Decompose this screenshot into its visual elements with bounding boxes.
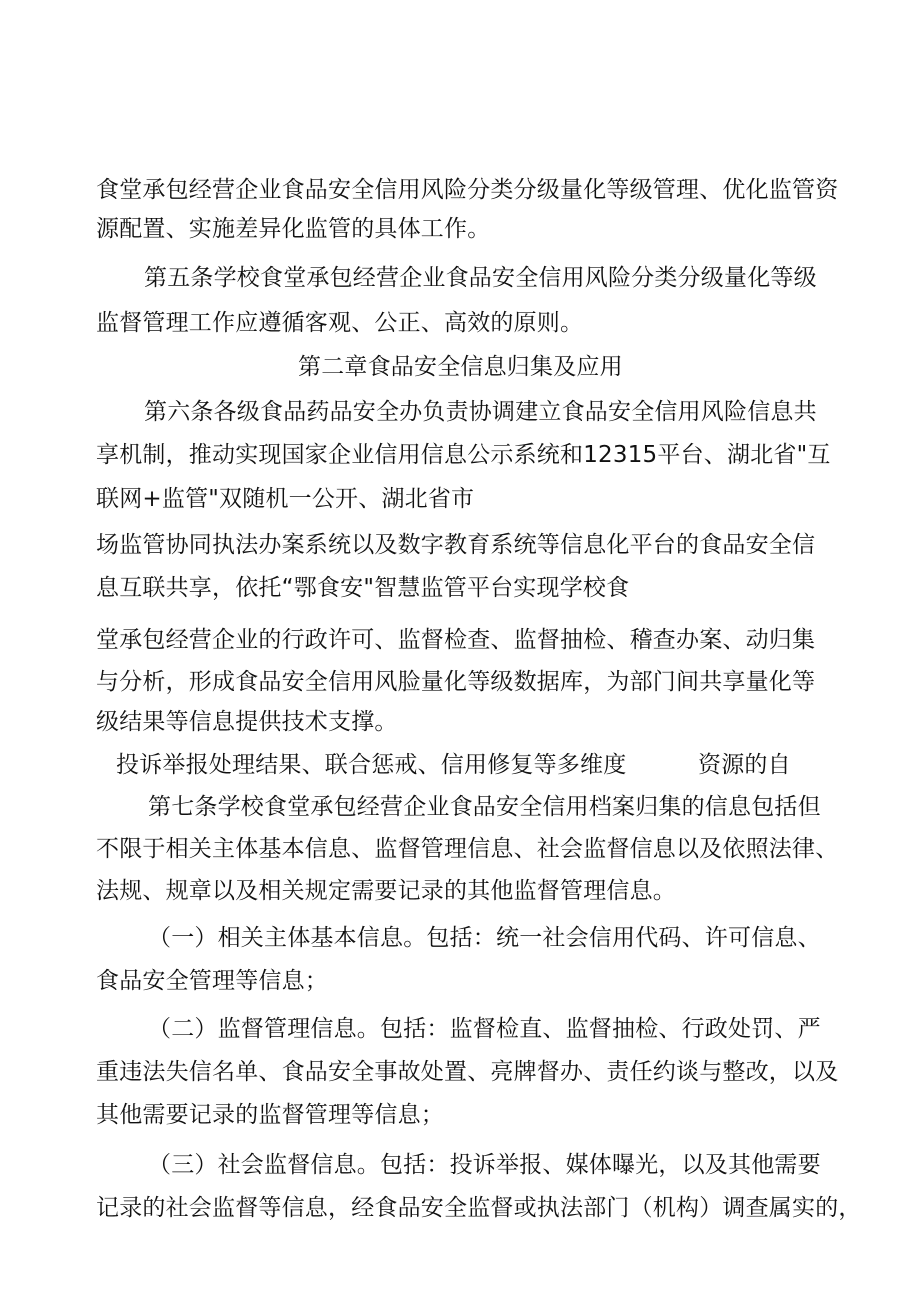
text-line: 第七条学校食堂承包经营企业食品安全信用档案归集的信息包括但 <box>148 794 821 820</box>
chapter-heading: 第二章食品安全信息归集及应用 <box>298 354 623 380</box>
text-line: 法规、规章以及相关规定需要记录的其他监督管理信息。 <box>96 878 676 904</box>
text-line: 场监管协同执法办案系统以及数字教育系统等信息化平台的食品安全信 <box>96 532 816 558</box>
text-line: 息互联共享，依托“鄂食安"智慧监管平台实现学校食 <box>96 575 630 601</box>
text-line: 级结果等信息提供技术支撑。 <box>96 709 398 735</box>
text-fragment: 资源的自 <box>698 752 791 778</box>
text-line: 与分析，形成食品安全信用风脸量化等级数据库，为部门间共享量化等 <box>96 669 816 695</box>
text-line: 监督管理工作应遵循客观、公正、高效的原则。 <box>96 310 584 336</box>
text-line: 食品安全管理等信息； <box>96 968 328 994</box>
text-line: 重违法失信名单、食品安全事故处置、亮牌督办、责任约谈与整改，以及 <box>96 1059 839 1085</box>
text-line: 享机制，推动实现国家企业信用信息公示系统和12315平台、湖北省"互 <box>96 442 831 468</box>
text-line: 第六条各级食品药品安全办负责协调建立食品安全信用风险信息共 <box>144 399 817 425</box>
text-line: 第五条学校食堂承包经营企业食品安全信用风险分类分级量化等级 <box>144 265 817 291</box>
text-line: 联网+监管"双随机一公开、湖北省市 <box>96 486 475 512</box>
text-line: 不限于相关主体基本信息、监督管理信息、社会监督信息以及依照法律、 <box>96 836 839 862</box>
text-line: 其他需要记录的监督管理等信息； <box>96 1102 444 1128</box>
text-line: 食堂承包经营企业食品安全信用风险分类分级量化等级管理、优化监管资 <box>96 177 839 203</box>
text-line: 源配置、实施差异化监管的具体工作。 <box>96 216 491 242</box>
text-line: 堂承包经营企业的行政许可、监督检查、监督抽检、稽查办案、动归集 <box>96 627 816 653</box>
text-line: （三）社会监督信息。包括：投诉举报、媒体曝光，以及其他需要 <box>148 1152 821 1178</box>
text-line: （二）监督管理信息。包括：监督检直、监督抽检、行政处罚、严 <box>148 1016 821 1042</box>
text-line: （一）相关主体基本信息。包括：统一社会信用代码、许可信息、 <box>148 925 821 951</box>
text-line: 记录的社会监督等信息，经食品安全监督或执法部门（机构）调查属实的， <box>96 1195 862 1221</box>
text-line: 投诉举报处理结果、联合惩戒、信用修复等多维度 <box>116 752 627 778</box>
